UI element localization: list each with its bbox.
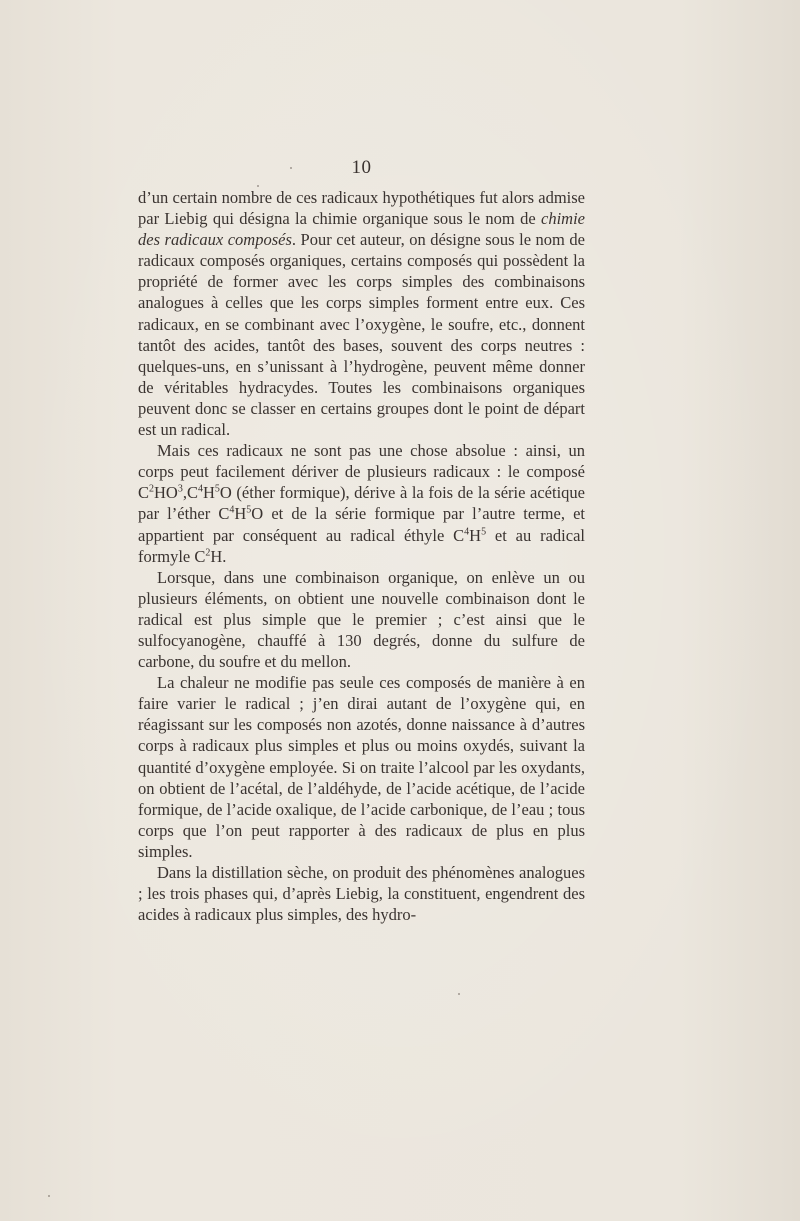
text-run: Dans la distillation sèche, on produit des phénomènes analogues ; les trois phases qui, d’après Liebig, la constituent, engendrent des acides à radicaux plus simples, des hydro- (138, 863, 585, 925)
paragraph (138, 672, 585, 862)
page-number: 10 (351, 157, 372, 178)
text-run: La chaleur ne modifie pas seule ces composés de manière à en faire varier le radical ; j’en dirai autant de l’oxygène qui, en réagissant sur les composés non azotés, donne naissance à d’autres corps à radicaux plus simples et plus ou moins oxydés, suivant la quantité d’oxygène employée. Si on traite l’alcool par les oxydants, on obtient de l’acétal, de l’aldéhyde, de l’acide acétique, de l’acide formique, de l’acide oxalique, de l’acide carbonique, de l’eau ; tous corps que l’on peut rapporter à des radicaux de plus en plus simples. (138, 673, 585, 861)
body-text (138, 187, 585, 925)
italic-term: chimie des radicaux composés (138, 209, 585, 250)
formula-superscript: 3 (177, 483, 183, 495)
text-run: d’un certain nombre de ces radicaux hypothétiques fut alors admise par Liebig qui désigna la chimie organique sous le nom de (138, 188, 585, 229)
formula-superscript: 5 (214, 483, 220, 495)
formula-superscript: 4 (198, 483, 203, 495)
paragraph (138, 567, 585, 672)
text-run: H (234, 504, 247, 524)
text-run: H (469, 525, 482, 545)
formula-superscript: 2 (205, 547, 211, 559)
text-run: O et de la série formique par l’autre terme, et appartient par conséquent au radical éthyle C (138, 504, 585, 545)
paper-speck (458, 993, 460, 995)
formula-superscript: 4 (464, 526, 470, 537)
paragraph (138, 862, 585, 925)
text-run: . Pour cet auteur, on désigne sous le nom de radicaux composés organiques, certains composés qui possèdent la propriété de former avec les corps simples des combinaisons analogues à celles que les corps simples forment entre eux. Ces radicaux, en se combinant avec l’oxygène, le soufre, etc., donnent tantôt des acides, tantôt des bases, souvent des corps neutres : quelques-uns, en s’unissant à l’hydrogène, peuvent même donner de véritables hydracydes. Toutes les combinaisons organiques peuvent donc se classer en certains groupes dont le point de départ est un radical. (138, 230, 586, 440)
paper-speck (48, 1195, 50, 1197)
text-run: Mais ces radicaux ne sont pas une chose absolue : ainsi, un corps peut facilement dériver de plusieurs radicaux : le composé C (138, 441, 585, 503)
text-run: H (203, 483, 215, 503)
formula-superscript: 5 (481, 526, 487, 537)
paper-speck (290, 167, 292, 169)
text-run: et au radical formyle C (138, 525, 585, 566)
formula-superscript: 5 (246, 504, 252, 516)
text-run: ,C (182, 483, 198, 503)
formula-superscript: 2 (149, 483, 155, 495)
text-run: Lorsque, dans une combinaison organique, on enlève un ou plusieurs éléments, on obtient une nouvelle combinaison dont le radical est plus simple que le premier ; c’est ainsi que le sulfocyanogène, chauffé à 130 degrés, donne du sulfure de carbone, du soufre et du mellon. (138, 567, 585, 672)
text-run: HO (154, 483, 178, 503)
formula-superscript: 4 (229, 504, 235, 516)
paper-speck (257, 185, 259, 187)
text-run: H. (210, 546, 227, 566)
paragraph (138, 440, 585, 567)
paragraph (138, 187, 585, 440)
text-run: O (éther formique), dérive à la fois de la série acétique par l’éther C (138, 483, 585, 524)
